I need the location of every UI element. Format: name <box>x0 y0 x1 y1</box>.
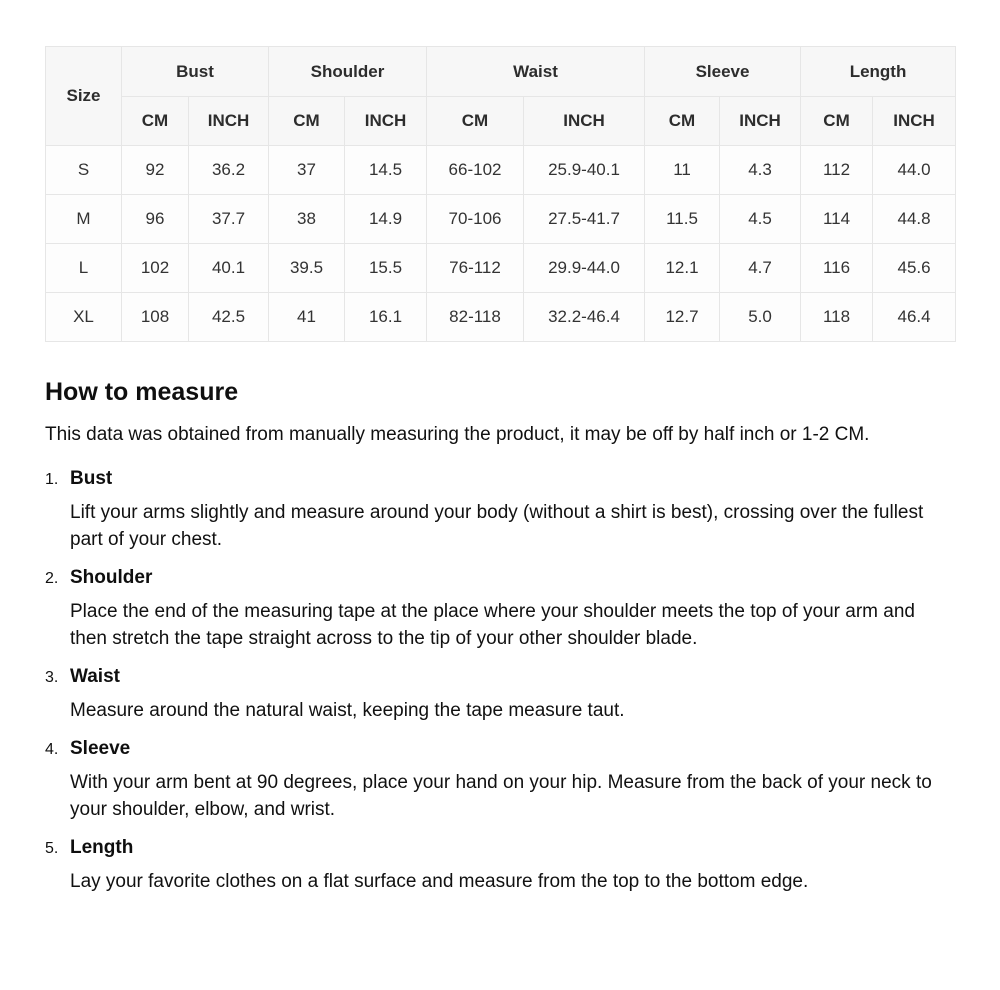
cell-value: 46.4 <box>873 293 956 342</box>
cell-value: 41 <box>269 293 345 342</box>
cell-value: 112 <box>801 146 873 195</box>
step-label: Shoulder <box>70 567 153 588</box>
table-row-size-m <box>46 195 956 244</box>
unit-header-waist-inch: INCH <box>524 97 645 146</box>
column-group-length: Length <box>801 47 956 97</box>
unit-header-shoulder-cm: CM <box>269 97 345 146</box>
cell-value: 11.5 <box>645 195 720 244</box>
step-number: 3. <box>45 669 59 686</box>
step-title <box>45 665 955 689</box>
size-label: XL <box>46 293 122 342</box>
cell-value: 45.6 <box>873 244 956 293</box>
size-label: M <box>46 195 122 244</box>
cell-value: 5.0 <box>720 293 801 342</box>
column-header-size: Size <box>46 47 122 146</box>
cell-value: 116 <box>801 244 873 293</box>
column-group-shoulder: Shoulder <box>269 47 427 97</box>
cell-value: 37 <box>269 146 345 195</box>
cell-value: 118 <box>801 293 873 342</box>
table-group-header-row <box>46 47 956 97</box>
column-group-bust: Bust <box>122 47 269 97</box>
step-number: 2. <box>45 570 59 587</box>
unit-header-length-inch: INCH <box>873 97 956 146</box>
step-title <box>45 737 955 761</box>
step-label: Length <box>70 837 134 858</box>
cell-value: 39.5 <box>269 244 345 293</box>
list-item-bust <box>45 467 955 553</box>
cell-value: 76-112 <box>427 244 524 293</box>
cell-value: 37.7 <box>189 195 269 244</box>
step-description: Lift your arms slightly and measure around your body (without a shirt is best), crossing over the fullest part of your chest. <box>70 502 924 550</box>
cell-value: 114 <box>801 195 873 244</box>
size-label: L <box>46 244 122 293</box>
cell-value: 82-118 <box>427 293 524 342</box>
list-item-shoulder <box>45 566 955 652</box>
size-label: S <box>46 146 122 195</box>
step-number: 4. <box>45 741 59 758</box>
cell-value: 4.3 <box>720 146 801 195</box>
unit-header-sleeve-cm: CM <box>645 97 720 146</box>
step-description: Measure around the natural waist, keeping the tape measure taut. <box>70 700 625 721</box>
cell-value: 29.9-44.0 <box>524 244 645 293</box>
step-label: Bust <box>70 468 113 489</box>
list-item-length <box>45 836 955 895</box>
cell-value: 4.7 <box>720 244 801 293</box>
cell-value: 92 <box>122 146 189 195</box>
table-row-size-l <box>46 244 956 293</box>
cell-value: 14.5 <box>345 146 427 195</box>
cell-value: 38 <box>269 195 345 244</box>
list-item-waist <box>45 665 955 724</box>
cell-value: 11 <box>645 146 720 195</box>
cell-value: 42.5 <box>189 293 269 342</box>
step-number: 5. <box>45 840 59 857</box>
measure-disclaimer-text: This data was obtained from manually measuring the product, it may be off by half inch or 1-2 CM. <box>45 424 870 445</box>
step-description: With your arm bent at 90 degrees, place your hand on your hip. Measure from the back of your neck to your shoulder, elbow, and wrist. <box>70 772 932 820</box>
cell-value: 36.2 <box>189 146 269 195</box>
step-title <box>45 566 955 590</box>
cell-value: 25.9-40.1 <box>524 146 645 195</box>
cell-value: 27.5-41.7 <box>524 195 645 244</box>
table-row-size-xl <box>46 293 956 342</box>
cell-value: 44.8 <box>873 195 956 244</box>
step-title <box>45 467 955 491</box>
cell-value: 40.1 <box>189 244 269 293</box>
unit-header-waist-cm: CM <box>427 97 524 146</box>
unit-header-shoulder-inch: INCH <box>345 97 427 146</box>
column-group-sleeve: Sleeve <box>645 47 801 97</box>
cell-value: 96 <box>122 195 189 244</box>
unit-header-sleeve-inch: INCH <box>720 97 801 146</box>
cell-value: 16.1 <box>345 293 427 342</box>
unit-header-length-cm: CM <box>801 97 873 146</box>
cell-value: 102 <box>122 244 189 293</box>
cell-value: 15.5 <box>345 244 427 293</box>
list-item-sleeve <box>45 737 955 823</box>
step-title <box>45 836 955 860</box>
size-chart-table <box>45 46 956 342</box>
cell-value: 14.9 <box>345 195 427 244</box>
column-group-waist: Waist <box>427 47 645 97</box>
cell-value: 4.5 <box>720 195 801 244</box>
table-row-size-s <box>46 146 956 195</box>
cell-value: 44.0 <box>873 146 956 195</box>
unit-header-bust-cm: CM <box>122 97 189 146</box>
step-number: 1. <box>45 471 59 488</box>
measure-steps-list <box>45 467 955 895</box>
step-label: Sleeve <box>70 738 131 759</box>
how-to-measure-heading: How to measure <box>45 378 239 406</box>
cell-value: 12.1 <box>645 244 720 293</box>
cell-value: 66-102 <box>427 146 524 195</box>
step-description: Place the end of the measuring tape at the place where your shoulder meets the top of your arm and then stretch the tape straight across to the tip of your other shoulder blade. <box>70 601 915 649</box>
table-unit-header-row <box>46 97 956 146</box>
cell-value: 12.7 <box>645 293 720 342</box>
unit-header-bust-inch: INCH <box>189 97 269 146</box>
step-description: Lay your favorite clothes on a flat surface and measure from the top to the bottom edge. <box>70 871 809 892</box>
cell-value: 32.2-46.4 <box>524 293 645 342</box>
step-label: Waist <box>70 666 120 687</box>
cell-value: 70-106 <box>427 195 524 244</box>
cell-value: 108 <box>122 293 189 342</box>
